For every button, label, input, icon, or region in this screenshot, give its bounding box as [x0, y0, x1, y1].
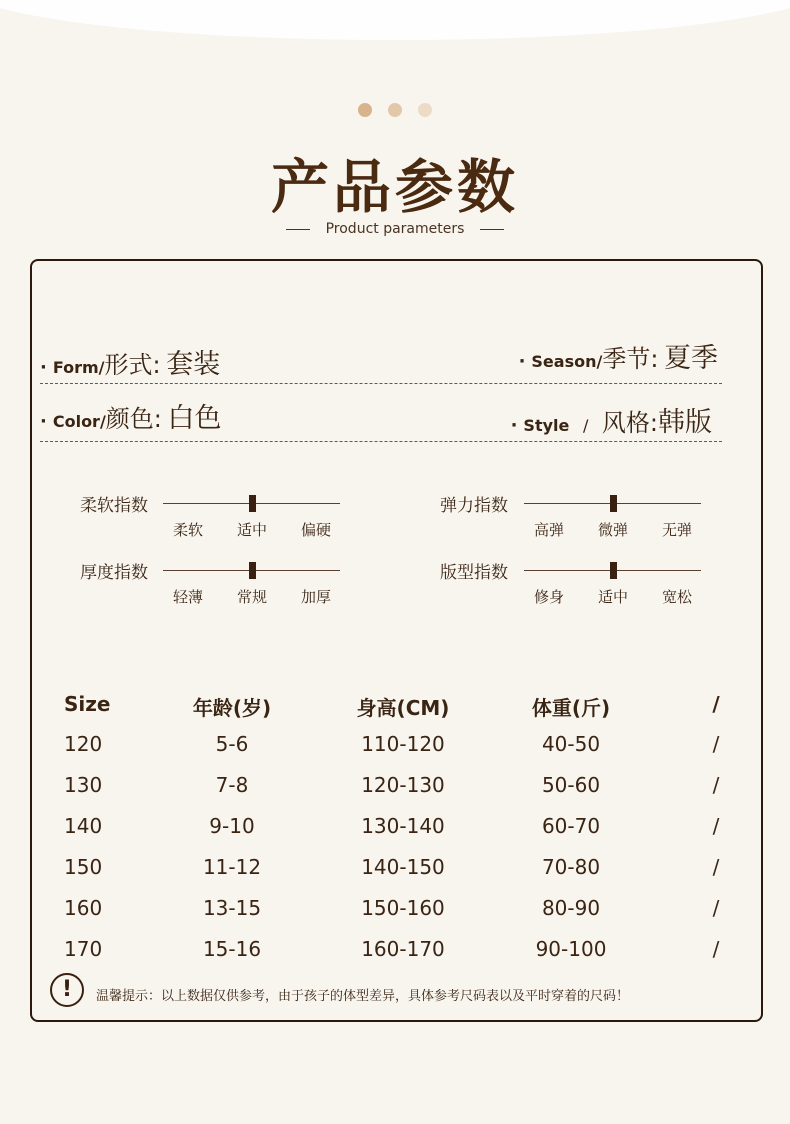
form-label-cn: 形式:	[104, 351, 161, 379]
bullet-icon: ·	[518, 351, 526, 372]
subtitle-text: Product parameters	[325, 221, 465, 237]
gauge-tick: 适中	[597, 588, 628, 606]
gauge-tick: 适中	[236, 521, 267, 539]
table-cell: 150-160	[361, 896, 445, 920]
table-header-cell: 年龄(岁)	[192, 696, 272, 720]
gauge-marker	[249, 495, 256, 512]
table-cell: 160	[64, 896, 103, 920]
table-cell: 120	[64, 732, 103, 756]
table-cell: /	[712, 855, 720, 879]
table-cell: 15-16	[202, 937, 262, 961]
top-decorative-wave	[0, 0, 790, 40]
header-dot	[358, 103, 372, 117]
style-separator: /	[582, 416, 589, 435]
bullet-icon: ·	[510, 415, 518, 436]
table-cell: 50-60	[541, 773, 601, 797]
table-cell: 60-70	[541, 814, 601, 838]
season-value: 夏季	[664, 343, 718, 374]
style-value: 韩版	[658, 407, 712, 438]
table-cell: 150	[64, 855, 103, 879]
gauge-tick: 轻薄	[172, 588, 203, 606]
table-header-cell: /	[712, 692, 720, 716]
notice-text: 温馨提示：以上数据仅供参考，由于孩子的体型差异，具体参考尺码表以及平时穿着的尺码！	[96, 989, 630, 1004]
table-cell: 130	[64, 773, 103, 797]
header-dot	[418, 103, 432, 117]
table-cell: /	[712, 773, 720, 797]
table-header-cell: 体重(斤)	[531, 696, 611, 720]
table-cell: 140-150	[361, 855, 445, 879]
gauge-tick: 柔软	[172, 521, 203, 539]
gauge-marker	[249, 562, 256, 579]
attribute-season	[519, 336, 718, 375]
gauge-tick: 修身	[533, 588, 564, 606]
page-subtitle	[0, 221, 790, 237]
season-label-cn: 季节:	[602, 345, 659, 373]
table-cell: 170	[64, 937, 103, 961]
table-cell: 90-100	[535, 937, 607, 961]
table-cell: /	[712, 814, 720, 838]
gauge-tick: 常规	[236, 588, 267, 606]
gauge-label: 弹力指数	[440, 496, 508, 516]
table-cell: 70-80	[541, 855, 601, 879]
style-label-cn: 风格:	[601, 409, 658, 437]
attribute-row-form-season	[40, 343, 722, 384]
page-title: 产品参数	[270, 153, 519, 221]
table-cell: 160-170	[361, 937, 445, 961]
gauge-tick: 微弹	[597, 521, 628, 539]
bullet-icon: ·	[40, 411, 47, 432]
form-label: Form/	[52, 358, 105, 377]
table-header-cell: 身高(CM)	[356, 696, 450, 720]
bullet-icon: ·	[40, 357, 47, 378]
subtitle-right-rule	[480, 229, 504, 230]
season-label: Season/	[531, 352, 603, 371]
table-cell: /	[712, 896, 720, 920]
table-cell: 9-10	[209, 814, 255, 838]
attribute-row-color-style	[40, 401, 722, 442]
gauge-label: 厚度指数	[80, 563, 148, 583]
table-cell: 110-120	[361, 732, 445, 756]
gauge-tick: 加厚	[300, 588, 331, 606]
form-value: 套装	[166, 349, 221, 380]
gauge-tick: 宽松	[661, 588, 692, 606]
style-label: Style	[523, 416, 570, 435]
table-cell: /	[712, 937, 720, 961]
gauge-tick: 高弹	[533, 521, 564, 539]
gauge-label: 版型指数	[440, 563, 508, 583]
attribute-form	[40, 342, 220, 381]
gauge-tick: 偏硬	[300, 521, 331, 539]
table-cell: /	[712, 732, 720, 756]
color-label-cn: 颜色:	[105, 405, 162, 433]
gauge-tick: 无弹	[661, 521, 692, 539]
color-value: 白色	[167, 403, 222, 434]
exclamation-circle-icon: !	[50, 973, 84, 1007]
table-cell: 40-50	[541, 732, 601, 756]
header-dot	[388, 103, 402, 117]
table-header-cell: Size	[64, 692, 111, 716]
table-cell: 120-130	[361, 773, 445, 797]
subtitle-left-rule	[286, 229, 310, 230]
table-cell: 140	[64, 814, 103, 838]
table-cell: 13-15	[202, 896, 262, 920]
table-cell: 7-8	[215, 773, 249, 797]
gauge-marker	[610, 562, 617, 579]
table-cell: 80-90	[541, 896, 601, 920]
color-label: Color/	[52, 412, 106, 431]
attribute-style	[511, 400, 712, 439]
table-cell: 130-140	[361, 814, 445, 838]
attribute-color	[40, 396, 221, 435]
header-dots	[0, 102, 790, 121]
table-cell: 11-12	[202, 855, 262, 879]
table-cell: 5-6	[215, 732, 249, 756]
gauge-label: 柔软指数	[80, 496, 148, 516]
gauge-marker	[610, 495, 617, 512]
